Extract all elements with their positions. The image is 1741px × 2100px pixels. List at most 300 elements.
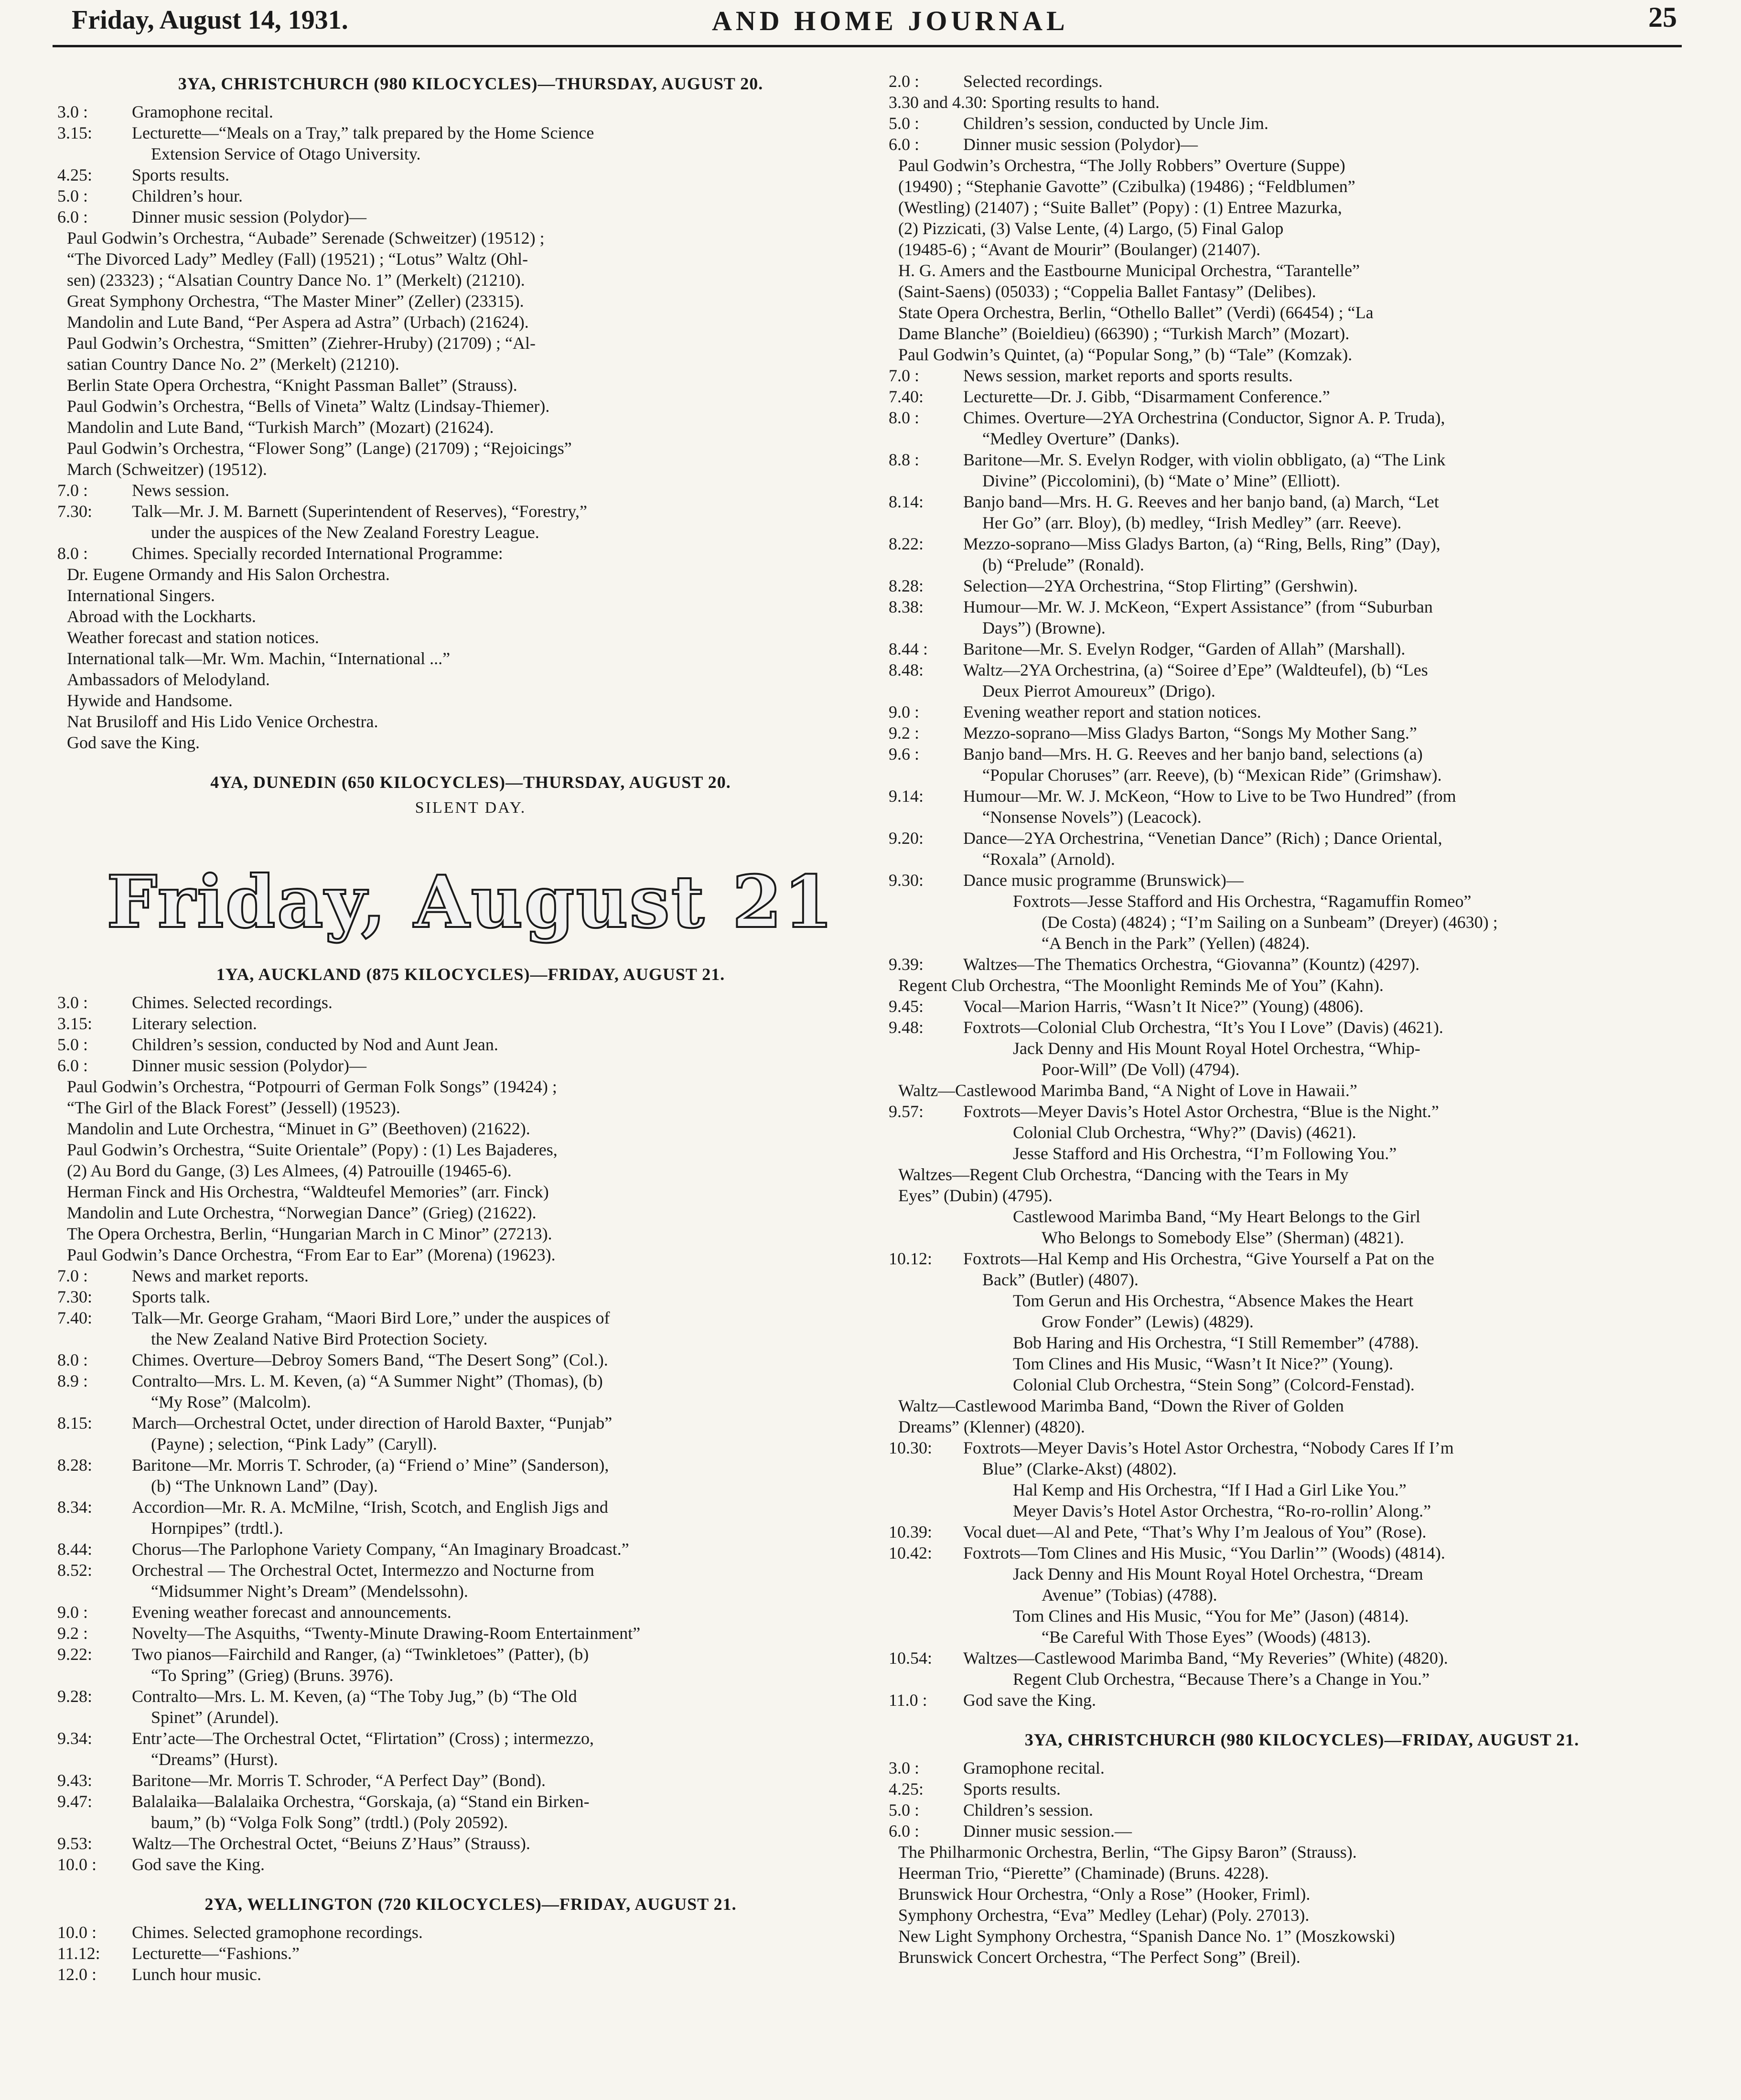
programme-item: Waltz—Castlewood Marimba Band, “A Night of Love in Hawaii.” bbox=[898, 1081, 1357, 1100]
programme-entry bbox=[57, 1454, 884, 1497]
entry-text: God save the King. bbox=[132, 1855, 265, 1874]
entry-text: Novelty—The Asquiths, “Twenty-Minute Drawing-Room Entertainment” bbox=[132, 1624, 641, 1643]
entry-continuation: “Medley Overture” (Danks). bbox=[982, 429, 1180, 448]
programme-item: Herman Finck and His Orchestra, “Waldteufel Memories” (arr. Finck) bbox=[67, 1182, 549, 1201]
programme-entry bbox=[889, 1799, 1715, 1820]
programme-item: Brunswick Hour Orchestra, “Only a Rose” (Hooker, Friml). bbox=[898, 1885, 1311, 1904]
entry-time: 10.42: bbox=[889, 1543, 933, 1562]
programme-item: (De Costa) (4824) ; “I’m Sailing on a Sunbeam” (Dreyer) (4630) ; bbox=[1042, 913, 1498, 932]
issue-date: Friday, August 14, 1931. bbox=[72, 5, 348, 35]
programme-entry bbox=[889, 743, 1715, 786]
entry-time: 6.0 : bbox=[889, 135, 920, 154]
page-number: 25 bbox=[1648, 1, 1677, 33]
entry-text: Contralto—Mrs. L. M. Keven, (a) “The Toby Jug,” (b) “The Old bbox=[132, 1687, 577, 1706]
entry-text: Children’s hour. bbox=[132, 186, 243, 205]
programme-entry bbox=[57, 1922, 884, 1943]
programme-item: Paul Godwin’s Orchestra, “Potpourri of German Folk Songs” (19424) ; bbox=[67, 1077, 557, 1096]
programme-item: Grow Fonder” (Lewis) (4829). bbox=[1042, 1312, 1254, 1331]
entry-text: Lecturette—“Fashions.” bbox=[132, 1944, 300, 1963]
entry-continuation: Hornpipes” (trdtl.). bbox=[151, 1518, 283, 1538]
programme-item: Hywide and Handsome. bbox=[67, 691, 233, 710]
entry-text: Baritone—Mr. Morris T. Schroder, “A Perfect Day” (Bond). bbox=[132, 1771, 546, 1790]
programme-item: “The Girl of the Black Forest” (Jessell) (19523). bbox=[67, 1098, 400, 1117]
programme-item: Foxtrots—Jesse Stafford and His Orchestra, “Ragamuffin Romeo” bbox=[1013, 892, 1472, 911]
programme-entry bbox=[57, 164, 884, 185]
entry-text: Two pianos—Fairchild and Ranger, (a) “Twinkletoes” (Patter), (b) bbox=[132, 1645, 589, 1664]
entry-continuation: “Midsummer Night’s Dream” (Mendelssohn). bbox=[151, 1582, 468, 1601]
programme-entry bbox=[57, 1686, 884, 1728]
programme-item: (19490) ; “Stephanie Gavotte” (Czibulka) (19486) ; “Feldblumen” bbox=[898, 177, 1355, 196]
programme-entry bbox=[57, 480, 884, 501]
programme-entry bbox=[57, 1539, 884, 1560]
programme-item: Bob Haring and His Orchestra, “I Still Remember” (4788). bbox=[1013, 1333, 1419, 1352]
entry-time: 9.0 : bbox=[889, 702, 920, 722]
station-heading: 1YA, AUCKLAND (875 KILOCYCLES)—FRIDAY, AUGUST 21. bbox=[216, 965, 725, 984]
programme-entry bbox=[889, 1437, 1715, 1479]
left-column bbox=[57, 71, 884, 1985]
entry-text: News session, market reports and sports results. bbox=[963, 366, 1293, 385]
programme-item: Weather forecast and station notices. bbox=[67, 628, 319, 647]
entry-time: 9.22: bbox=[57, 1645, 93, 1664]
entry-text: Dinner music session (Polydor)— bbox=[963, 135, 1198, 154]
programme-item: Mandolin and Lute Band, “Turkish March” (Mozart) (21624). bbox=[67, 418, 494, 437]
programme-item: sen) (23323) ; “Alsatian Country Dance No. 1” (Merkelt) (21210). bbox=[67, 270, 525, 290]
programme-entry bbox=[889, 996, 1715, 1017]
entry-text: Chimes. Overture—Debroy Somers Band, “The Desert Song” (Col.). bbox=[132, 1350, 608, 1369]
entry-continuation: Blue” (Clarke-Akst) (4802). bbox=[982, 1459, 1177, 1478]
entry-text: Baritone—Mr. S. Evelyn Rodger, “Garden of Allah” (Marshall). bbox=[963, 639, 1406, 658]
programme-item: “Be Careful With Those Eyes” (Woods) (4813). bbox=[1042, 1627, 1371, 1647]
entry-continuation: Spinet” (Arundel). bbox=[151, 1708, 279, 1727]
programme-item: Colonial Club Orchestra, “Why?” (Davis) (4621). bbox=[1013, 1123, 1356, 1142]
entry-time: 8.22: bbox=[889, 534, 924, 553]
programme-entry bbox=[889, 71, 1715, 92]
programme-item: Eyes” (Dubin) (4795). bbox=[898, 1186, 1053, 1205]
programme-entry bbox=[889, 786, 1715, 828]
programme-entry bbox=[57, 122, 884, 164]
programme-entry bbox=[889, 533, 1715, 575]
programme-item: The Opera Orchestra, Berlin, “Hungarian March in C Minor” (27213). bbox=[67, 1224, 552, 1243]
entry-time: 12.0 : bbox=[57, 1965, 97, 1984]
entry-text: Children’s session. bbox=[963, 1800, 1094, 1820]
entry-time: 6.0 : bbox=[57, 207, 88, 226]
programme-item: Paul Godwin’s Orchestra, “Smitten” (Ziehrer-Hruby) (21709) ; “Al- bbox=[67, 334, 536, 353]
entry-text: Talk—Mr. George Graham, “Maori Bird Lore,” under the auspices of bbox=[132, 1308, 610, 1327]
programme-item: (2) Au Bord du Gange, (3) Les Almees, (4) Patrouille (19465-6). bbox=[67, 1161, 512, 1180]
entry-time: 7.30: bbox=[57, 502, 93, 521]
entry-text: Chimes. Specially recorded International Programme: bbox=[132, 544, 503, 563]
entry-time: 3.15: bbox=[57, 1014, 93, 1033]
entry-text: Sports results. bbox=[132, 165, 230, 184]
entry-text: Foxtrots—Hal Kemp and His Orchestra, “Give Yourself a Pat on the bbox=[963, 1249, 1434, 1268]
programme-item: Paul Godwin’s Orchestra, “Aubade” Serenade (Schweitzer) (19512) ; bbox=[67, 228, 545, 248]
entry-time: 7.30: bbox=[57, 1287, 93, 1306]
entry-continuation: “Nonsense Novels”) (Leacock). bbox=[982, 808, 1202, 827]
entry-text: Sports results. bbox=[963, 1779, 1061, 1798]
programme-entry bbox=[889, 701, 1715, 722]
entry-text: News session. bbox=[132, 481, 229, 500]
programme-item: State Opera Orchestra, Berlin, “Othello Ballet” (Verdi) (66454) ; “La bbox=[898, 303, 1374, 322]
entry-time: 9.30: bbox=[889, 871, 924, 890]
journal-title: AND HOME JOURNAL bbox=[712, 5, 1069, 36]
entry-continuation: Back” (Butler) (4807). bbox=[982, 1270, 1139, 1289]
entry-time: 7.40: bbox=[889, 387, 924, 406]
programme-item: Tom Clines and His Music, “Wasn’t It Nice?” (Young). bbox=[1013, 1354, 1394, 1373]
entry-time: 8.28: bbox=[889, 576, 924, 595]
programme-entry bbox=[889, 870, 1715, 891]
entry-time: 9.47: bbox=[57, 1792, 93, 1811]
programme-entry bbox=[57, 1943, 884, 1964]
programme-item: Paul Godwin’s Dance Orchestra, “From Ear to Ear” (Morena) (19623). bbox=[67, 1245, 556, 1264]
programme-entry bbox=[889, 596, 1715, 638]
entry-time: 7.0 : bbox=[57, 481, 88, 500]
entry-time: 3.0 : bbox=[57, 102, 88, 121]
entry-time: 7.40: bbox=[57, 1308, 93, 1327]
programme-entry bbox=[57, 1791, 884, 1833]
programme-item: Paul Godwin’s Orchestra, “Bells of Vineta” Waltz (Lindsay-Thiemer). bbox=[67, 397, 550, 416]
spacer bbox=[889, 1711, 1715, 1727]
entry-time: 2.0 : bbox=[889, 72, 920, 91]
entry-text: Lecturette—“Meals on a Tray,” talk prepared by the Home Science bbox=[132, 123, 594, 142]
entry-time: 8.44 : bbox=[889, 639, 928, 658]
programme-item: (19485-6) ; “Avant de Mourir” (Boulanger) (21407). bbox=[898, 240, 1261, 259]
entry-text: Waltzes—Castlewood Marimba Band, “My Reveries” (White) (4820). bbox=[963, 1648, 1448, 1668]
entry-time: 9.53: bbox=[57, 1834, 93, 1853]
entry-continuation: “My Rose” (Malcolm). bbox=[151, 1392, 311, 1411]
entry-time: 5.0 : bbox=[57, 186, 88, 205]
entry-text: Literary selection. bbox=[132, 1014, 257, 1033]
programme-item: Regent Club Orchestra, “Because There’s a Change in You.” bbox=[1013, 1669, 1430, 1689]
programme-entry bbox=[57, 501, 884, 543]
entry-time: 7.0 : bbox=[57, 1266, 88, 1285]
programme-entry bbox=[889, 1017, 1715, 1038]
entry-text: Accordion—Mr. R. A. McMilne, “Irish, Scotch, and English Jigs and bbox=[132, 1497, 608, 1517]
station-heading: 3YA, CHRISTCHURCH (980 KILOCYCLES)—THURSDAY, AUGUST 20. bbox=[178, 74, 763, 93]
programme-entry bbox=[57, 101, 884, 122]
programme-entry bbox=[889, 828, 1715, 870]
programme-item: Mandolin and Lute Orchestra, “Norwegian Dance” (Grieg) (21622). bbox=[67, 1203, 537, 1222]
entry-time: 10.0 : bbox=[57, 1923, 97, 1942]
programme-item: Mandolin and Lute Band, “Per Aspera ad Astra” (Urbach) (21624). bbox=[67, 312, 529, 332]
entry-time: 11.12: bbox=[57, 1944, 100, 1963]
entry-time: 10.0 : bbox=[57, 1855, 97, 1874]
entry-text: Dance music programme (Brunswick)— bbox=[963, 871, 1244, 890]
entry-continuation: (b) “Prelude” (Ronald). bbox=[982, 555, 1144, 574]
entry-time: 5.0 : bbox=[889, 1800, 920, 1820]
entry-text: Contralto—Mrs. L. M. Keven, (a) “A Summer Night” (Thomas), (b) bbox=[132, 1371, 603, 1390]
entry-continuation: Days”) (Browne). bbox=[982, 618, 1106, 637]
programme-entry bbox=[889, 575, 1715, 596]
programme-entry bbox=[57, 1265, 884, 1286]
entry-text: Foxtrots—Tom Clines and His Music, “You Darlin’” (Woods) (4814). bbox=[963, 1543, 1445, 1562]
programme-entry bbox=[57, 1349, 884, 1370]
entry-continuation: Extension Service of Otago University. bbox=[151, 144, 421, 163]
entry-time: 3.0 : bbox=[57, 993, 88, 1012]
masthead bbox=[53, 0, 1682, 48]
entry-continuation: (Payne) ; selection, “Pink Lady” (Caryll). bbox=[151, 1434, 437, 1454]
entry-time: 8.0 : bbox=[889, 408, 920, 427]
entry-continuation: Her Go” (arr. Bloy), (b) medley, “Irish Medley” (arr. Reeve). bbox=[982, 513, 1402, 532]
programme-entry bbox=[889, 1690, 1715, 1711]
programme-item: Berlin State Opera Orchestra, “Knight Passman Ballet” (Strauss). bbox=[67, 376, 517, 395]
programme-entry bbox=[57, 1728, 884, 1770]
programme-item: March (Schweitzer) (19512). bbox=[67, 460, 267, 479]
programme-item: International talk—Mr. Wm. Machin, “International ...” bbox=[67, 649, 451, 668]
entry-text: Humour—Mr. W. J. McKeon, “Expert Assistance” (from “Suburban bbox=[963, 597, 1433, 616]
programme-item: (2) Pizzicati, (3) Valse Lente, (4) Largo, (5) Final Galop bbox=[898, 219, 1284, 238]
programme-entry bbox=[57, 1370, 884, 1412]
programme-entry bbox=[57, 1307, 884, 1349]
entry-time: 9.28: bbox=[57, 1687, 93, 1706]
entry-continuation: (b) “The Unknown Land” (Day). bbox=[151, 1476, 378, 1496]
programme-item: Regent Club Orchestra, “The Moonlight Reminds Me of You” (Kahn). bbox=[898, 976, 1384, 995]
entry-continuation: “Roxala” (Arnold). bbox=[982, 850, 1115, 869]
programme-item: Abroad with the Lockharts. bbox=[67, 607, 256, 626]
programme-entry bbox=[889, 1648, 1715, 1669]
programme-entry bbox=[889, 1521, 1715, 1542]
entry-text: Entr’acte—The Orchestral Octet, “Flirtation” (Cross) ; intermezzo, bbox=[132, 1729, 594, 1748]
entry-time: 3.15: bbox=[57, 123, 93, 142]
programme-entry bbox=[57, 1497, 884, 1539]
programme-entry bbox=[57, 1623, 884, 1644]
entry-time: 9.34: bbox=[57, 1729, 93, 1748]
entry-time: 8.34: bbox=[57, 1497, 93, 1517]
entry-text: Banjo band—Mrs. H. G. Reeves and her banjo band, selections (a) bbox=[963, 744, 1423, 764]
day-heading: Friday, August 21 bbox=[106, 860, 835, 944]
entry-time: 8.48: bbox=[889, 660, 924, 679]
entry-text: Children’s session, conducted by Uncle Jim. bbox=[963, 114, 1268, 133]
entry-text: Chimes. Selected gramophone recordings. bbox=[132, 1923, 423, 1942]
entry-text: Dinner music session (Polydor)— bbox=[132, 207, 366, 226]
entry-text: Humour—Mr. W. J. McKeon, “How to Live to be Two Hundred” (from bbox=[963, 786, 1456, 806]
programme-entry bbox=[57, 1644, 884, 1686]
programme-entry bbox=[889, 1757, 1715, 1778]
programme-entry bbox=[889, 113, 1715, 134]
programme-entry bbox=[57, 1412, 884, 1454]
programme-item: Paul Godwin’s Orchestra, “Flower Song” (Lange) (21709) ; “Rejoicings” bbox=[67, 439, 572, 458]
programme-item: Avenue” (Tobias) (4788). bbox=[1042, 1585, 1217, 1605]
programme-entry bbox=[57, 1770, 884, 1791]
entry-text: Banjo band—Mrs. H. G. Reeves and her banjo band, (a) March, “Let bbox=[963, 492, 1439, 511]
entry-text: Sports talk. bbox=[132, 1287, 211, 1306]
programme-item: Mandolin and Lute Orchestra, “Minuet in G” (Beethoven) (21622). bbox=[67, 1119, 530, 1138]
entry-text: Evening weather forecast and announcements. bbox=[132, 1603, 451, 1622]
entry-time: 8.28: bbox=[57, 1455, 93, 1475]
entry-text: Selection—2YA Orchestrina, “Stop Flirting” (Gershwin). bbox=[963, 576, 1358, 595]
programme-item: Castlewood Marimba Band, “My Heart Belongs to the Girl bbox=[1013, 1207, 1420, 1226]
programme-item: (Westling) (21407) ; “Suite Ballet” (Popy) : (1) Entree Mazurka, bbox=[898, 198, 1342, 217]
programme-entry bbox=[57, 1055, 884, 1076]
entry-text: Baritone—Mr. Morris T. Schroder, (a) “Friend o’ Mine” (Sanderson), bbox=[132, 1455, 609, 1475]
programme-item: Jack Denny and His Mount Royal Hotel Orchestra, “Dream bbox=[1013, 1564, 1423, 1583]
programme-entry bbox=[889, 1778, 1715, 1799]
silent-day-note: SILENT DAY. bbox=[415, 799, 527, 817]
entry-text: Balalaika—Balalaika Orchestra, “Gorskaja, (a) “Stand ein Birken- bbox=[132, 1792, 590, 1811]
entry-time: 9.57: bbox=[889, 1102, 924, 1121]
entry-text: March—Orchestral Octet, under direction of Harold Baxter, “Punjab” bbox=[132, 1413, 613, 1432]
entry-text: Chorus—The Parlophone Variety Company, “An Imaginary Broadcast.” bbox=[132, 1540, 629, 1559]
programme-item: Waltzes—Regent Club Orchestra, “Dancing with the Tears in My bbox=[898, 1165, 1349, 1184]
programme-item: God save the King. bbox=[67, 733, 200, 752]
entry-text: Lecturette—Dr. J. Gibb, “Disarmament Conference.” bbox=[963, 387, 1330, 406]
spacer bbox=[57, 753, 884, 769]
programme-item: Nat Brusiloff and His Lido Venice Orchestra. bbox=[67, 712, 378, 731]
entry-time: 9.14: bbox=[889, 786, 924, 806]
entry-continuation: Deux Pierrot Amoureux” (Drigo). bbox=[982, 681, 1215, 700]
entry-text: Vocal duet—Al and Pete, “That’s Why I’m Jealous of You” (Rose). bbox=[963, 1522, 1427, 1541]
entry-time: 6.0 : bbox=[57, 1056, 88, 1075]
programme-entry bbox=[889, 491, 1715, 533]
programme-item: New Light Symphony Orchestra, “Spanish Dance No. 1” (Moszkowski) bbox=[898, 1927, 1395, 1946]
entry-time: 9.2 : bbox=[57, 1624, 88, 1643]
entry-time: 8.44: bbox=[57, 1540, 93, 1559]
programme-entry bbox=[57, 1560, 884, 1602]
programme-item: Tom Gerun and His Orchestra, “Absence Makes the Heart bbox=[1013, 1291, 1414, 1310]
programme-entry bbox=[57, 1854, 884, 1875]
programme-entry bbox=[57, 992, 884, 1013]
programme-item: Poor-Will” (De Voll) (4794). bbox=[1042, 1060, 1240, 1079]
entry-text: Foxtrots—Meyer Davis’s Hotel Astor Orchestra, “Nobody Cares If I’m bbox=[963, 1438, 1454, 1457]
entry-time: 8.14: bbox=[889, 492, 924, 511]
masthead-rule bbox=[53, 45, 1682, 47]
programme-entry bbox=[57, 206, 884, 227]
entry-text: Dinner music session (Polydor)— bbox=[132, 1056, 366, 1075]
entry-time: 8.52: bbox=[57, 1561, 93, 1580]
entry-text: Mezzo-soprano—Miss Gladys Barton, “Songs My Mother Sang.” bbox=[963, 723, 1417, 743]
entry-time: 8.0 : bbox=[57, 1350, 88, 1369]
programme-entry bbox=[57, 543, 884, 564]
entry-continuation: “Dreams” (Hurst). bbox=[151, 1750, 278, 1769]
programme-entry bbox=[889, 1820, 1715, 1842]
entry-time: 9.48: bbox=[889, 1018, 924, 1037]
programme-entry bbox=[889, 1101, 1715, 1122]
programme-item: Heerman Trio, “Pierette” (Chaminade) (Bruns. 4228). bbox=[898, 1863, 1269, 1883]
programme-entry bbox=[889, 722, 1715, 743]
programme-entry bbox=[889, 954, 1715, 975]
entry-text: Selected recordings. bbox=[963, 72, 1103, 91]
right-column bbox=[889, 71, 1715, 1968]
entry-time: 8.15: bbox=[57, 1413, 93, 1432]
programme-item: Dr. Eugene Ormandy and His Salon Orchestra. bbox=[67, 565, 390, 584]
entry-text: Waltz—The Orchestral Octet, “Beiuns Z’Haus” (Strauss). bbox=[132, 1834, 530, 1853]
programme-item: Dame Blanche” (Boieldieu) (66390) ; “Turkish March” (Mozart). bbox=[898, 324, 1350, 343]
entry-text: Children’s session, conducted by Nod and Aunt Jean. bbox=[132, 1035, 498, 1054]
entry-text: Dinner music session.— bbox=[963, 1821, 1132, 1841]
entry-continuation: under the auspices of the New Zealand Forestry League. bbox=[151, 523, 539, 542]
programme-item: International Singers. bbox=[67, 586, 215, 605]
programme-item: Waltz—Castlewood Marimba Band, “Down the River of Golden bbox=[898, 1396, 1344, 1415]
programme-entry bbox=[57, 1833, 884, 1854]
entry-time: 3.0 : bbox=[889, 1758, 920, 1777]
entry-continuation: Divine” (Piccolomini), (b) “Mate o’ Mine” (Elliott). bbox=[982, 471, 1341, 490]
entry-time: 5.0 : bbox=[889, 114, 920, 133]
entry-text: Vocal—Marion Harris, “Wasn’t It Nice?” (Young) (4806). bbox=[963, 997, 1364, 1016]
entry-time: 5.0 : bbox=[57, 1035, 88, 1054]
entry-time: 10.30: bbox=[889, 1438, 933, 1457]
programme-entry bbox=[889, 386, 1715, 407]
entry-time: 4.25: bbox=[57, 165, 93, 184]
entry-time: 8.0 : bbox=[57, 544, 88, 563]
programme-item: Paul Godwin’s Orchestra, “The Jolly Robbers” Overture (Suppe) bbox=[898, 156, 1345, 175]
entry-text: Talk—Mr. J. M. Barnett (Superintendent of Reserves), “Forestry,” bbox=[132, 502, 587, 521]
programme-entry bbox=[889, 134, 1715, 155]
entry-time: 8.9 : bbox=[57, 1371, 88, 1390]
programme-item: Jesse Stafford and His Orchestra, “I’m Following You.” bbox=[1013, 1144, 1397, 1163]
programme-entry: 3.30 and 4.30: Sporting results to hand. bbox=[889, 93, 1160, 112]
entry-time: 9.6 : bbox=[889, 744, 920, 764]
programme-item: Symphony Orchestra, “Eva” Medley (Lehar) (Poly. 27013). bbox=[898, 1906, 1310, 1925]
programme-item: satian Country Dance No. 2” (Merkelt) (21210). bbox=[67, 355, 399, 374]
programme-entry bbox=[57, 1286, 884, 1307]
entry-time: 10.54: bbox=[889, 1648, 933, 1668]
programme-item: Colonial Club Orchestra, “Stein Song” (Colcord-Fenstad). bbox=[1013, 1375, 1415, 1394]
entry-time: 11.0 : bbox=[889, 1691, 927, 1710]
entry-time: 10.39: bbox=[889, 1522, 933, 1541]
programme-entry bbox=[889, 1542, 1715, 1563]
entry-text: Foxtrots—Colonial Club Orchestra, “It’s You I Love” (Davis) (4621). bbox=[963, 1018, 1443, 1037]
programme-item: Jack Denny and His Mount Royal Hotel Orchestra, “Whip- bbox=[1013, 1039, 1420, 1058]
programme-item: Paul Godwin’s Orchestra, “Suite Orientale” (Popy) : (1) Les Bajaderes, bbox=[67, 1140, 558, 1159]
entry-text: Evening weather report and station notices. bbox=[963, 702, 1261, 722]
entry-text: Foxtrots—Meyer Davis’s Hotel Astor Orchestra, “Blue is the Night.” bbox=[963, 1102, 1439, 1121]
entry-text: Waltzes—The Thematics Orchestra, “Giovanna” (Kountz) (4297). bbox=[963, 955, 1420, 974]
programme-item: (Saint-Saens) (05033) ; “Coppelia Ballet Fantasy” (Delibes). bbox=[898, 282, 1316, 301]
entry-text: Baritone—Mr. S. Evelyn Rodger, with violin obbligato, (a) “The Link bbox=[963, 450, 1446, 469]
programme-entry bbox=[57, 185, 884, 206]
entry-text: News and market reports. bbox=[132, 1266, 309, 1285]
entry-time: 6.0 : bbox=[889, 1821, 920, 1841]
programme-entry bbox=[57, 1602, 884, 1623]
programme-entry bbox=[889, 659, 1715, 701]
programme-item: Brunswick Concert Orchestra, “The Perfect Song” (Breil). bbox=[898, 1948, 1300, 1967]
entry-text: Lunch hour music. bbox=[132, 1965, 261, 1984]
entry-text: Chimes. Overture—2YA Orchestrina (Conductor, Signor A. P. Truda), bbox=[963, 408, 1445, 427]
programme-item: H. G. Amers and the Eastbourne Municipal Orchestra, “Tarantelle” bbox=[898, 261, 1360, 280]
programme-item: Ambassadors of Melodyland. bbox=[67, 670, 270, 689]
programme-entry bbox=[889, 365, 1715, 386]
entry-time: 8.38: bbox=[889, 597, 924, 616]
programme-entry bbox=[889, 407, 1715, 449]
entry-text: Mezzo-soprano—Miss Gladys Barton, (a) “Ring, Bells, Ring” (Day), bbox=[963, 534, 1440, 553]
programme-entry bbox=[889, 1248, 1715, 1290]
entry-text: Orchestral — The Orchestral Octet, Intermezzo and Nocturne from bbox=[132, 1561, 594, 1580]
station-heading: 4YA, DUNEDIN (650 KILOCYCLES)—THURSDAY, AUGUST 20. bbox=[210, 773, 731, 792]
entry-text: Waltz—2YA Orchestrina, (a) “Soiree d’Epe” (Waldteufel), (b) “Les bbox=[963, 660, 1428, 679]
entry-continuation: “Popular Choruses” (arr. Reeve), (b) “Mexican Ride” (Grimshaw). bbox=[982, 765, 1442, 785]
programme-entry bbox=[889, 638, 1715, 659]
programme-item: Tom Clines and His Music, “You for Me” (Jason) (4814). bbox=[1013, 1606, 1409, 1626]
programme-entry bbox=[57, 1964, 884, 1985]
entry-text: Gramophone recital. bbox=[132, 102, 273, 121]
programme-item: Dreams” (Klenner) (4820). bbox=[898, 1417, 1085, 1436]
entry-text: Dance—2YA Orchestrina, “Venetian Dance” (Rich) ; Dance Oriental, bbox=[963, 829, 1442, 848]
entry-time: 8.8 : bbox=[889, 450, 920, 469]
entry-continuation: “To Spring” (Grieg) (Bruns. 3976). bbox=[151, 1666, 394, 1685]
programme-item: “The Divorced Lady” Medley (Fall) (19521) ; “Lotus” Waltz (Ohl- bbox=[67, 249, 528, 269]
programme-item: Paul Godwin’s Quintet, (a) “Popular Song,” (b) “Tale” (Komzak). bbox=[898, 345, 1353, 364]
entry-continuation: baum,” (b) “Volga Folk Song” (trdtl.) (Poly 20592). bbox=[151, 1813, 508, 1832]
entry-time: 10.12: bbox=[889, 1249, 933, 1268]
entry-time: 9.20: bbox=[889, 829, 924, 848]
station-heading: 2YA, WELLINGTON (720 KILOCYCLES)—FRIDAY, AUGUST 21. bbox=[204, 1895, 737, 1914]
programme-entry bbox=[57, 1034, 884, 1055]
programme-item: Meyer Davis’s Hotel Astor Orchestra, “Ro-ro-rollin’ Along.” bbox=[1013, 1501, 1431, 1520]
programme-entry bbox=[57, 1013, 884, 1034]
programme-item: Who Belongs to Somebody Else” (Sherman) (4821). bbox=[1042, 1228, 1404, 1247]
entry-time: 9.45: bbox=[889, 997, 924, 1016]
entry-continuation: the New Zealand Native Bird Protection Society. bbox=[151, 1329, 488, 1348]
entry-time: 9.2 : bbox=[889, 723, 920, 743]
